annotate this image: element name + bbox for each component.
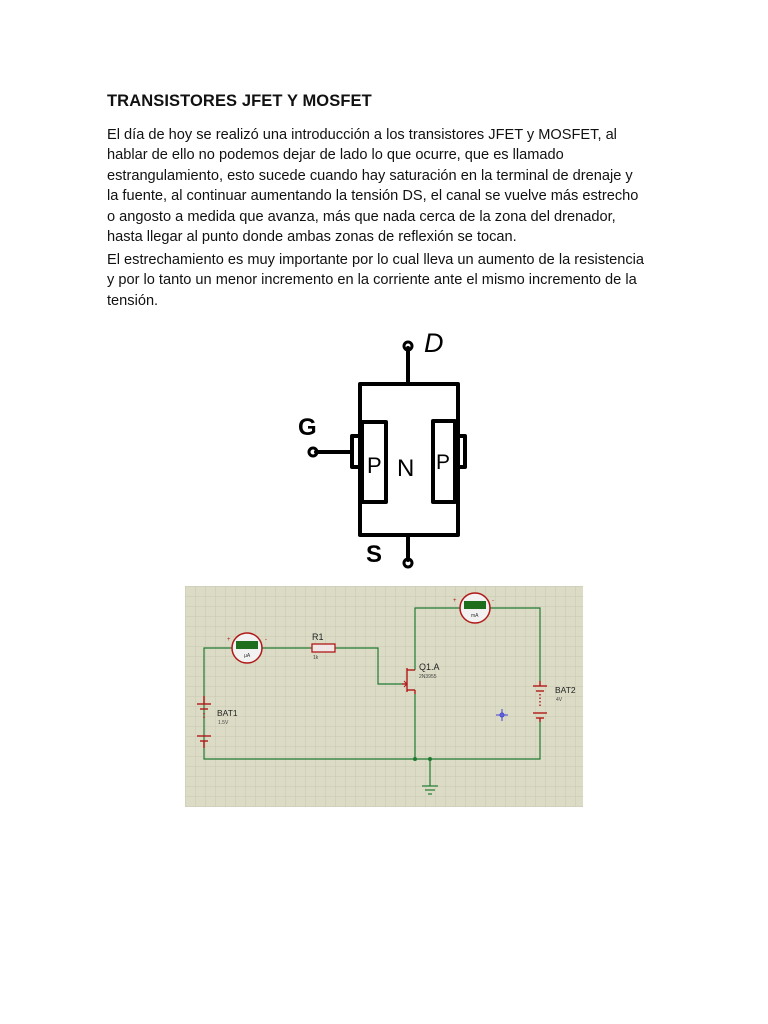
intro-paragraph <box>107 125 677 247</box>
text-line: estrangulamiento, esto sucede cuando hay saturación en la terminal de drenaje y <box>107 167 633 184</box>
page-title: TRANSISTORES JFET Y MOSFET <box>107 92 372 110</box>
gate-label: G <box>298 414 317 441</box>
meter1-plus: + <box>227 637 231 643</box>
gate-terminal <box>309 448 317 456</box>
junction-dot <box>428 757 432 761</box>
battery1-value: 1.5V <box>218 720 229 726</box>
source-label: S <box>366 541 383 568</box>
left-gate-plate <box>352 436 362 467</box>
transistor-model: 2N3955 <box>419 674 437 680</box>
jfet-sketch <box>290 318 480 576</box>
text-line: la fuente, al continuar aumentando la tensión DS, el canal se vuelve más estrecho <box>107 188 639 205</box>
circuit-schematic <box>185 586 583 807</box>
text-line: hasta llegar al punto donde ambas zonas de reflexión se tocan. <box>107 229 517 246</box>
grid-lines <box>185 586 583 807</box>
meter2-minus: - <box>492 598 494 604</box>
right-region-label: P <box>436 451 451 474</box>
text-line: El día de hoy se realizó una introducción a los transistores JFET y MOSFET, al <box>107 127 617 143</box>
text-line: El estrechamiento es muy importante por lo cual lleva un aumento de la resistencia <box>107 252 645 268</box>
meter2-plus: + <box>453 598 457 604</box>
battery2-value: 4V <box>556 697 563 703</box>
channel-region-label: N <box>397 455 415 482</box>
battery1-name: BAT1 <box>217 708 238 718</box>
battery2-name: BAT2 <box>555 685 576 695</box>
text-line: tensión. <box>107 292 159 309</box>
transistor-name: Q1.A <box>419 662 440 672</box>
resistor-name: R1 <box>312 632 324 642</box>
text-line: y por lo tanto un menor incremento en la corriente ante el mismo incremento de la <box>107 272 637 289</box>
junction-dot <box>413 757 417 761</box>
meter1-minus: - <box>265 637 267 643</box>
resistor-value: 1k <box>313 655 319 661</box>
text-line: o angosto a medida que avanza, más que nada cerca de la zona del drenador, <box>107 208 616 225</box>
meter1-unit: µA <box>244 653 251 659</box>
drain-label: D <box>424 328 444 358</box>
left-region-label: P <box>367 453 382 478</box>
text-line: hablar de ello no podemos dejar de lado lo que ocurre, que es llamado <box>107 147 564 164</box>
meter2-unit: mA <box>471 613 479 619</box>
source-terminal <box>404 559 412 567</box>
pinch-paragraph <box>107 250 677 311</box>
